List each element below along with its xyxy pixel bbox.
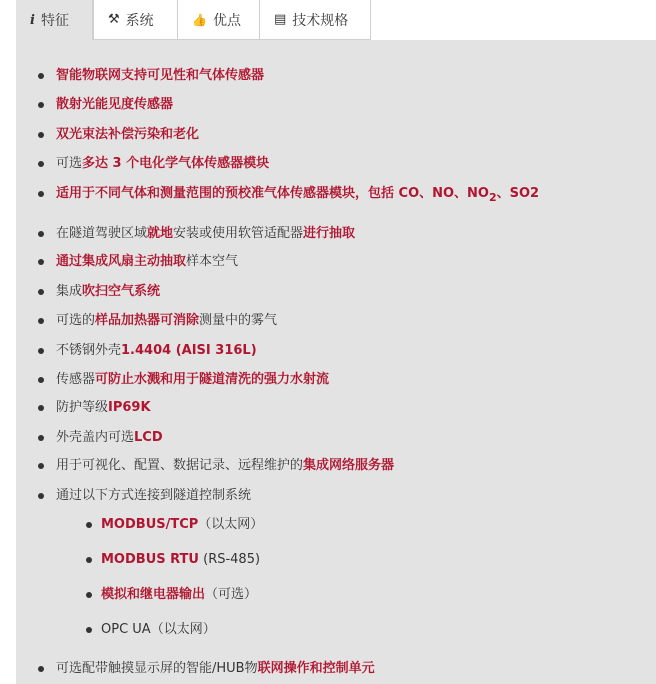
highlight-text: 可防止水溅和用于隧道清洗的强力水射流: [95, 372, 330, 387]
bullet-icon: [38, 666, 44, 672]
highlight-text: 通过集成风扇主动抽取: [56, 254, 187, 269]
info-icon: i: [30, 12, 35, 28]
plain-text: 样本空气: [186, 254, 239, 269]
plain-text: 可选: [56, 156, 83, 171]
plain-text: 安装或使用软管适配器: [173, 226, 304, 241]
plain-text: OPC UA（以太网）: [101, 622, 216, 637]
feature-text: [101, 620, 216, 640]
plain-text: 用于可视化、配置、数据记录、远程维护的: [56, 458, 304, 473]
tab-advantages-label: 优点: [212, 12, 241, 29]
bullet-icon: [86, 592, 92, 598]
highlight-text: 2: [488, 191, 497, 204]
highlight-text: 散射光能见度传感器: [56, 97, 174, 112]
plain-text: 不锈钢外壳: [56, 343, 122, 358]
tab-bar: [16, 0, 656, 40]
bullet-icon: [38, 377, 44, 383]
plain-text: 传感器: [56, 372, 96, 387]
plain-text: （可选）: [205, 587, 258, 602]
plain-text: 外壳盖内可选: [56, 430, 135, 445]
bullet-icon: [38, 405, 44, 411]
feature-text: [56, 370, 329, 390]
feature-text: [101, 550, 260, 570]
highlight-text: 1.4404 (AISI 316L): [121, 343, 257, 358]
highlight-text: MODBUS RTU: [101, 552, 199, 567]
highlight-text: MODBUS/TCP: [101, 517, 199, 532]
plain-text: (RS-485): [198, 552, 261, 567]
highlight-text: 模拟和继电器输出: [101, 587, 206, 602]
feature-text: [56, 398, 151, 418]
tab-features-label: 特征: [40, 13, 69, 29]
thumbs-up-icon: 👍: [192, 12, 207, 27]
tab-system-label: 系统: [125, 12, 154, 29]
highlight-text: 联网操作和控制单元: [257, 661, 375, 676]
bullet-icon: [38, 289, 44, 295]
feature-text: [101, 585, 257, 605]
feature-text: [101, 515, 263, 535]
highlight-text: LCD: [134, 430, 163, 445]
bullet-icon: [38, 435, 44, 441]
bullet-icon: [38, 493, 44, 499]
plain-text: 可选配带触摸显示屏的智能/HUB物: [56, 661, 258, 676]
feature-text: [56, 282, 160, 302]
highlight-text: 多达 3 个电化学气体传感器模块: [82, 156, 270, 171]
plain-text: 测量中的雾气: [199, 313, 278, 328]
highlight-text: 双光束法补偿污染和老化: [56, 127, 200, 142]
highlight-text: 样品加热器可消除: [95, 313, 200, 328]
feature-text: [56, 184, 539, 204]
feature-text: [56, 428, 163, 448]
plain-text: 可选的: [56, 313, 96, 328]
plain-text: 集成: [56, 284, 83, 299]
feature-text: [56, 224, 355, 244]
tab-specs[interactable]: [259, 0, 371, 40]
highlight-text: 就地: [147, 226, 174, 241]
highlight-text: 集成网络服务器: [303, 458, 395, 473]
highlight-text: 智能物联网支持可见性和气体传感器: [56, 68, 265, 83]
feature-text: [56, 486, 251, 506]
bullet-icon: [38, 191, 44, 197]
highlight-text: 、SO2: [496, 186, 540, 201]
bullet-icon: [38, 318, 44, 324]
bullet-icon: [38, 161, 44, 167]
highlight-text: 进行抽取: [303, 226, 356, 241]
tab-features[interactable]: [16, 0, 93, 40]
feature-text: [56, 341, 257, 361]
highlight-text: 吹扫空气系统: [82, 284, 161, 299]
feature-text: [56, 95, 173, 115]
bullet-icon: [38, 102, 44, 108]
highlight-text: IP69K: [108, 400, 151, 415]
bullet-icon: [86, 557, 92, 563]
feature-text: [56, 154, 269, 174]
plain-text: 在隧道驾驶区域: [56, 226, 148, 241]
tab-system[interactable]: [93, 0, 178, 40]
bullet-icon: [38, 259, 44, 265]
plain-text: （以太网）: [198, 517, 264, 532]
bullet-icon: [38, 132, 44, 138]
bullet-icon: [38, 73, 44, 79]
feature-text: [56, 311, 277, 331]
feature-text: [56, 125, 199, 145]
plain-text: 防护等级: [56, 400, 109, 415]
bullet-icon: [38, 231, 44, 237]
feature-text: [56, 659, 375, 679]
feature-text: [56, 252, 238, 272]
feature-text: [56, 66, 264, 86]
bullet-icon: [38, 348, 44, 354]
bullet-icon: [86, 522, 92, 528]
tab-advantages[interactable]: [177, 0, 260, 40]
highlight-text: 适用于不同气体和测量范围的预校准气体传感器模块，包括 CO、NO、NO: [56, 186, 489, 201]
feature-text: [56, 456, 394, 476]
bullet-icon: [38, 463, 44, 469]
document-icon: ▤: [274, 12, 287, 27]
bullet-icon: [86, 627, 92, 633]
tools-icon: ⚒: [108, 12, 120, 27]
features-panel: [16, 40, 656, 684]
tab-specs-label: 技术规格: [292, 12, 349, 29]
plain-text: 通过以下方式连接到隧道控制系统: [56, 488, 252, 503]
